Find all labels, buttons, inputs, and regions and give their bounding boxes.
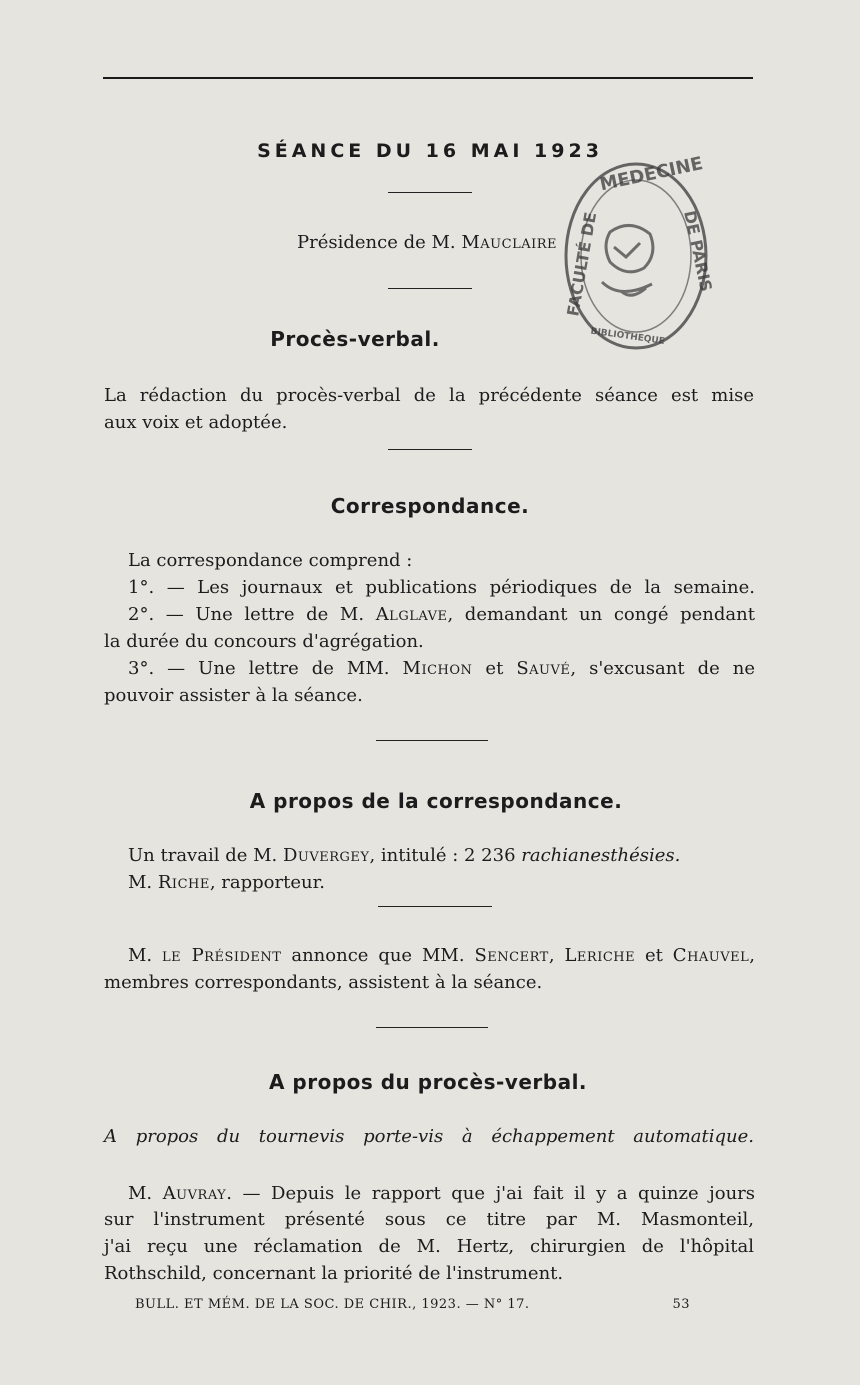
apc-para-2: M. le Président annonce que MM. Sencert, Leriche et Chauvel, [128,945,755,966]
svg-text:BIBLIOTHEQUE: BIBLIOTHEQUE [589,326,666,347]
divider [378,906,492,907]
corr-item-2-cont: la durée du concours d'agrégation. [104,631,424,652]
svg-text:MEDECINE: MEDECINE [597,153,705,196]
divider [376,1027,488,1028]
apc-para-2-cont: membres correspondants, assistent à la séance. [104,972,543,993]
svg-text:FACULTÉ DE: FACULTÉ DE [563,210,601,318]
apv-subtitle: A propos du tournevis porte-vis à échappement automatique. [104,1126,754,1147]
a-propos-corr-title: A propos de la correspondance. [249,789,623,813]
session-title: SÉANCE DU 16 MAI 1923 [257,140,603,162]
corr-item-2: 2°. — Une lettre de M. Alglave, demandant un congé pendant [128,604,755,625]
apv-line-4: Rothschild, concernant la priorité de l'instrument. [104,1263,564,1284]
corr-item-3-cont: pouvoir assister à la séance. [104,685,363,706]
page-number: 53 [672,1297,690,1312]
library-stamp-icon [552,152,716,357]
pv-line-1: La rédaction du procès-verbal de la précédente séance est mise [104,385,754,406]
corr-item-3: 3°. — Une lettre de MM. Michon et Sauvé, s'excusant de ne [128,658,755,679]
correspondance-title: Correspondance. [330,494,530,518]
corr-intro: La correspondance comprend : [128,550,413,571]
proces-verbal-title: Procès-verbal. [270,327,440,351]
divider [388,288,472,289]
apv-line-3: j'ai reçu une réclamation de M. Hertz, chirurgien de l'hôpital [104,1236,754,1257]
a-propos-pv-title: A propos du procès-verbal. [268,1070,588,1094]
footer [135,1297,690,1312]
apc-line-1: Un travail de M. Duvergey, intitulé : 2 236 rachianesthésies. [128,845,681,866]
presidence-line: Présidence de M. Mauclaire [297,232,558,253]
divider [388,449,472,450]
divider [376,740,488,741]
president-name: Mauclaire [461,232,558,253]
corr-item-1: 1°. — Les journaux et publications périodiques de la semaine. [128,577,755,598]
apv-line-2: sur l'instrument présenté sous ce titre par M. Masmonteil, [104,1209,754,1230]
apv-line-1: M. Auvray. — Depuis le rapport que j'ai fait il y a quinze jours [128,1183,756,1204]
apc-line-2: M. Riche, rapporteur. [128,872,325,893]
svg-text:DE PARIS: DE PARIS [680,208,716,294]
top-rule [103,77,753,79]
divider [388,192,472,193]
pv-line-2: aux voix et adoptée. [104,412,288,433]
footer-citation: BULL. ET MÉM. DE LA SOC. DE CHIR., 1923. — N° 17. [135,1297,530,1312]
